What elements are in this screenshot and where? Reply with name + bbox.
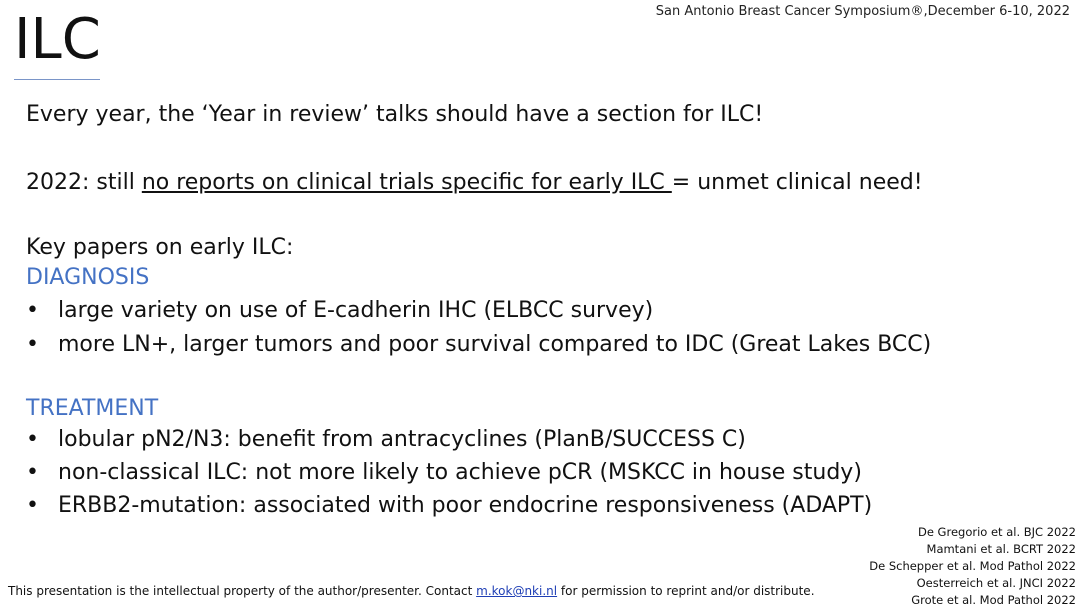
bullet-icon: • bbox=[26, 493, 39, 518]
reference-item: De Schepper et al. Mod Pathol 2022 bbox=[869, 559, 1076, 573]
bullet-text: ERBB2-mutation: associated with poor endocrine responsiveness (ADAPT) bbox=[58, 493, 873, 518]
intro-line-2-underlined: no reports on clinical trials specific for early ILC bbox=[141, 170, 672, 195]
bullet-text: lobular pN2/N3: benefit from antracyclines (PlanB/SUCCESS C) bbox=[58, 427, 746, 452]
contact-email-link[interactable]: m.kok@nki.nl bbox=[476, 584, 558, 598]
treatment-bullet-3 bbox=[26, 491, 872, 521]
bullet-text: large variety on use of E-cadherin IHC (ELBCC survey) bbox=[58, 298, 654, 323]
bullet-icon: • bbox=[26, 427, 39, 452]
bullet-text: non-classical ILC: not more likely to achieve pCR (MSKCC in house study) bbox=[58, 460, 862, 485]
reference-item: Mamtani et al. BCRT 2022 bbox=[926, 542, 1076, 556]
diagnosis-bullet-2 bbox=[26, 330, 931, 360]
slide-title: ILC bbox=[14, 7, 101, 72]
intro-line-2-suffix: = unmet clinical need! bbox=[671, 170, 923, 195]
footer-suffix: for permission to reprint and/or distribute. bbox=[557, 584, 815, 598]
intro-line-1: Every year, the ‘Year in review’ talks should have a section for ILC! bbox=[26, 102, 764, 127]
treatment-heading: TREATMENT bbox=[26, 396, 159, 421]
treatment-bullet-2 bbox=[26, 458, 862, 488]
bullet-text: more LN+, larger tumors and poor survival compared to IDC (Great Lakes BCC) bbox=[58, 332, 932, 357]
bullet-icon: • bbox=[26, 298, 39, 323]
bullet-icon: • bbox=[26, 460, 39, 485]
key-papers-label: Key papers on early ILC: bbox=[26, 235, 294, 260]
intro-line-2-prefix: 2022: still bbox=[26, 170, 142, 195]
reference-item: Grote et al. Mod Pathol 2022 bbox=[911, 593, 1076, 607]
reference-item: De Gregorio et al. BJC 2022 bbox=[917, 525, 1076, 539]
footer-prefix: This presentation is the intellectual property of the author/presenter. Contact bbox=[8, 584, 477, 598]
diagnosis-bullet-1 bbox=[26, 296, 653, 326]
treatment-bullet-1 bbox=[26, 425, 746, 455]
intro-line-2 bbox=[26, 168, 923, 198]
title-underline bbox=[14, 79, 100, 80]
reference-item: Oesterreich et al. JNCI 2022 bbox=[916, 576, 1076, 590]
conference-note: San Antonio Breast Cancer Symposium®,December 6-10, 2022 bbox=[655, 4, 1070, 19]
copyright-footer bbox=[8, 584, 815, 598]
diagnosis-heading: DIAGNOSIS bbox=[26, 265, 150, 290]
references-list bbox=[869, 524, 1076, 609]
bullet-icon: • bbox=[26, 332, 39, 357]
